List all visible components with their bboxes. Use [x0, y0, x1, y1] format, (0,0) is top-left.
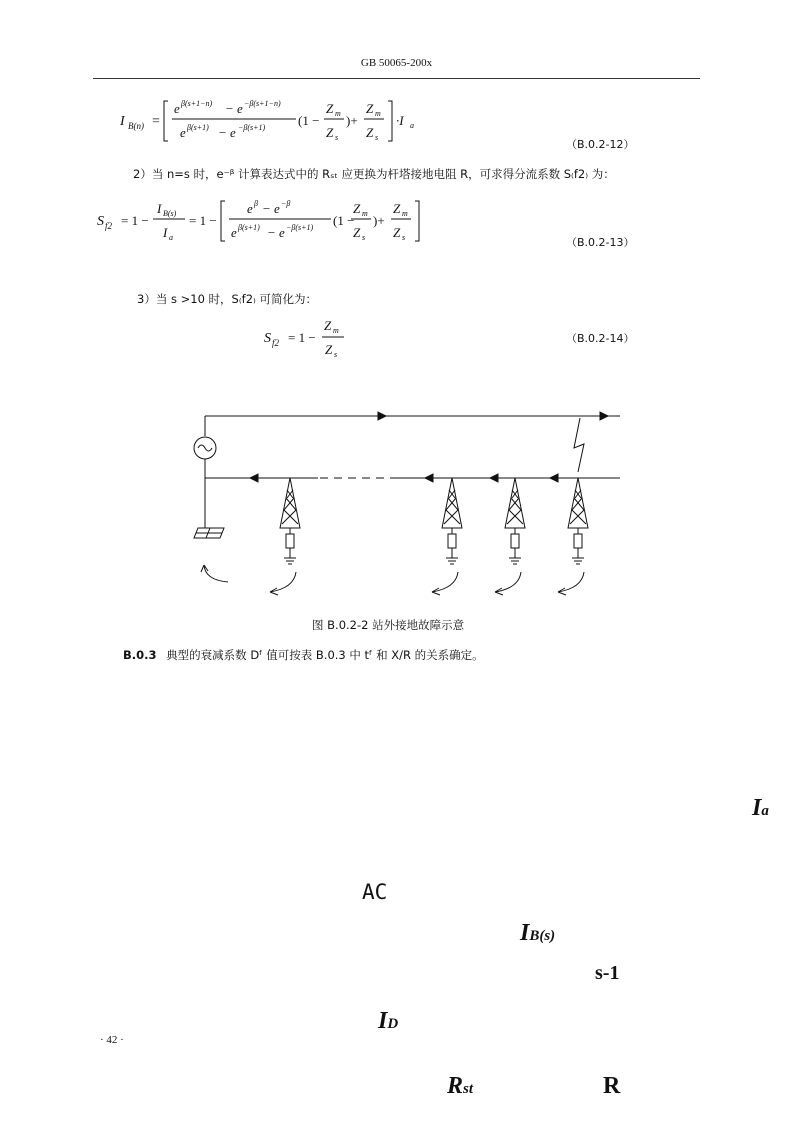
page-header: GB 50065-200x: [360, 57, 433, 69]
eq14-zm-sub: m: [333, 326, 339, 335]
eq12-den-sup1: β(s+1): [187, 123, 209, 132]
eq13-den: e: [231, 225, 237, 240]
eq13-zs2-sub: s: [402, 233, 406, 242]
header-rule: [93, 78, 700, 79]
eq14-rhs: = 1 −: [288, 330, 316, 345]
arrow-gw-4: [550, 474, 558, 482]
eq12-zm-sub: m: [335, 109, 341, 118]
eq13-lhs-sub: f2: [105, 221, 113, 231]
equation-b0213: [95, 195, 425, 247]
fragment-ac: AC: [362, 880, 388, 904]
eq12-mid: (1 −: [298, 113, 320, 128]
eq13-zm-sub: m: [362, 209, 368, 218]
paragraph-2: 2）当 n=s 时，e⁻ᵝ 计算表达式中的 Rₛₜ 应更换为杆塔接地电阻 R，可求得分流系数 S₍f2₎ 为：: [133, 167, 615, 181]
paragraph-3: 3）当 s >10 时，S₍f2₎ 可简化为：: [137, 292, 318, 306]
eq12-zm2: Z: [366, 101, 374, 116]
fragment-ibs: IB(s): [520, 920, 556, 946]
fault-lightning-icon: [574, 418, 584, 472]
eq13-number: （B.0.2-13）: [566, 236, 635, 249]
eq12-num-e1: e: [174, 101, 180, 116]
section-b03: [123, 647, 484, 663]
fragment-s1: s-1: [595, 962, 620, 984]
eq13-one-minus-2: = 1 −: [189, 213, 217, 228]
eq12-zm2-sub: m: [375, 109, 381, 118]
eq12-number: （B.0.2-12）: [566, 138, 635, 151]
eq13-zs: Z: [353, 225, 361, 240]
eq14-zs: Z: [325, 342, 333, 357]
eq14-lhs: S: [264, 331, 271, 346]
tower-icon: [432, 478, 462, 595]
eq12-zs2: Z: [366, 125, 374, 140]
tower-icon: [270, 478, 300, 595]
eq14-lhs-sub: f2: [272, 338, 280, 348]
ground-grid-icon: [194, 528, 224, 538]
arrow-gw-2: [425, 474, 433, 482]
fragment-ia: Ia: [752, 795, 769, 821]
eq13-num: e: [247, 201, 253, 216]
eq13-zm: Z: [353, 201, 361, 216]
eq12-zs: Z: [326, 125, 334, 140]
svg-text:)+: )+: [373, 213, 385, 228]
eq13-ib: I: [157, 201, 162, 216]
eq12-lhs: I: [120, 114, 125, 129]
eq13-ia-sub: a: [169, 233, 173, 242]
eq12-tail: ·I: [396, 113, 404, 128]
arrow-gw-3: [490, 474, 498, 482]
equation-b0214: [262, 318, 372, 366]
fragment-rst: Rst: [447, 1073, 474, 1099]
ground-fault-diagram: [180, 400, 630, 605]
eq14-number: （B.0.2-14）: [566, 332, 635, 345]
section-text: 典型的衰减系数 Dᶠ 值可按表 B.0.3 中 tᶠ 和 X/R 的关系确定。: [166, 648, 484, 662]
eq13-num-minus: − e: [262, 201, 280, 216]
arrow-gw-1: [250, 474, 258, 482]
eq13-mid: (1 −: [333, 213, 355, 228]
eq13-lhs: S: [97, 214, 104, 229]
fragment-r: R: [603, 1073, 621, 1099]
eq13-den-sup1: β(s+1): [238, 223, 260, 232]
eq12-num-sup2: −β(s+1−n): [244, 99, 281, 108]
eq13-ib-sub: B(s): [163, 209, 177, 218]
equation-b0212: [110, 95, 440, 147]
tower-icon: [495, 478, 525, 595]
eq14-zs-sub: s: [334, 350, 338, 359]
eq12-den-sup2: −β(s+1): [238, 123, 266, 132]
arrow-top-1: [378, 412, 386, 420]
eq13-den-minus: − e: [267, 225, 285, 240]
current-arrow-station: [204, 565, 228, 582]
eq13-den-sup2: −β(s+1): [286, 223, 314, 232]
eq13-zs-sub: s: [362, 233, 366, 242]
eq12-lhs-sub: B(n): [128, 121, 144, 131]
fragment-id: ID: [378, 1008, 399, 1034]
eq12-den-e1: e: [180, 125, 186, 140]
eq12-zm: Z: [326, 101, 334, 116]
eq12-num-minus: − e: [225, 101, 243, 116]
eq12-num-sup1: β(s+1−n): [181, 99, 213, 108]
eq13-zm2: Z: [393, 201, 401, 216]
eq13-zm2-sub: m: [402, 209, 408, 218]
figure-caption: 图 B.0.2-2 站外接地故障示意: [312, 618, 465, 632]
eq12-tail-sub: a: [410, 121, 414, 130]
eq12-den-minus: − e: [218, 125, 236, 140]
tower-icon: [558, 478, 588, 595]
eq12-zs-sub: s: [335, 133, 339, 142]
eq13-num-sup1: β: [254, 199, 258, 208]
svg-text:=: =: [152, 114, 160, 129]
page-number: · 42 ·: [100, 1034, 124, 1046]
arrow-top-2: [600, 412, 608, 420]
eq13-zs2: Z: [393, 225, 401, 240]
eq13-ia: I: [163, 225, 168, 240]
eq12-zs2-sub: s: [375, 133, 379, 142]
eq14-zm: Z: [324, 318, 332, 333]
section-label: B.0.3: [123, 648, 157, 662]
svg-text:)+: )+: [346, 113, 358, 128]
eq13-num-sup2: −β: [281, 199, 291, 208]
eq13-one-minus: = 1 −: [121, 213, 149, 228]
